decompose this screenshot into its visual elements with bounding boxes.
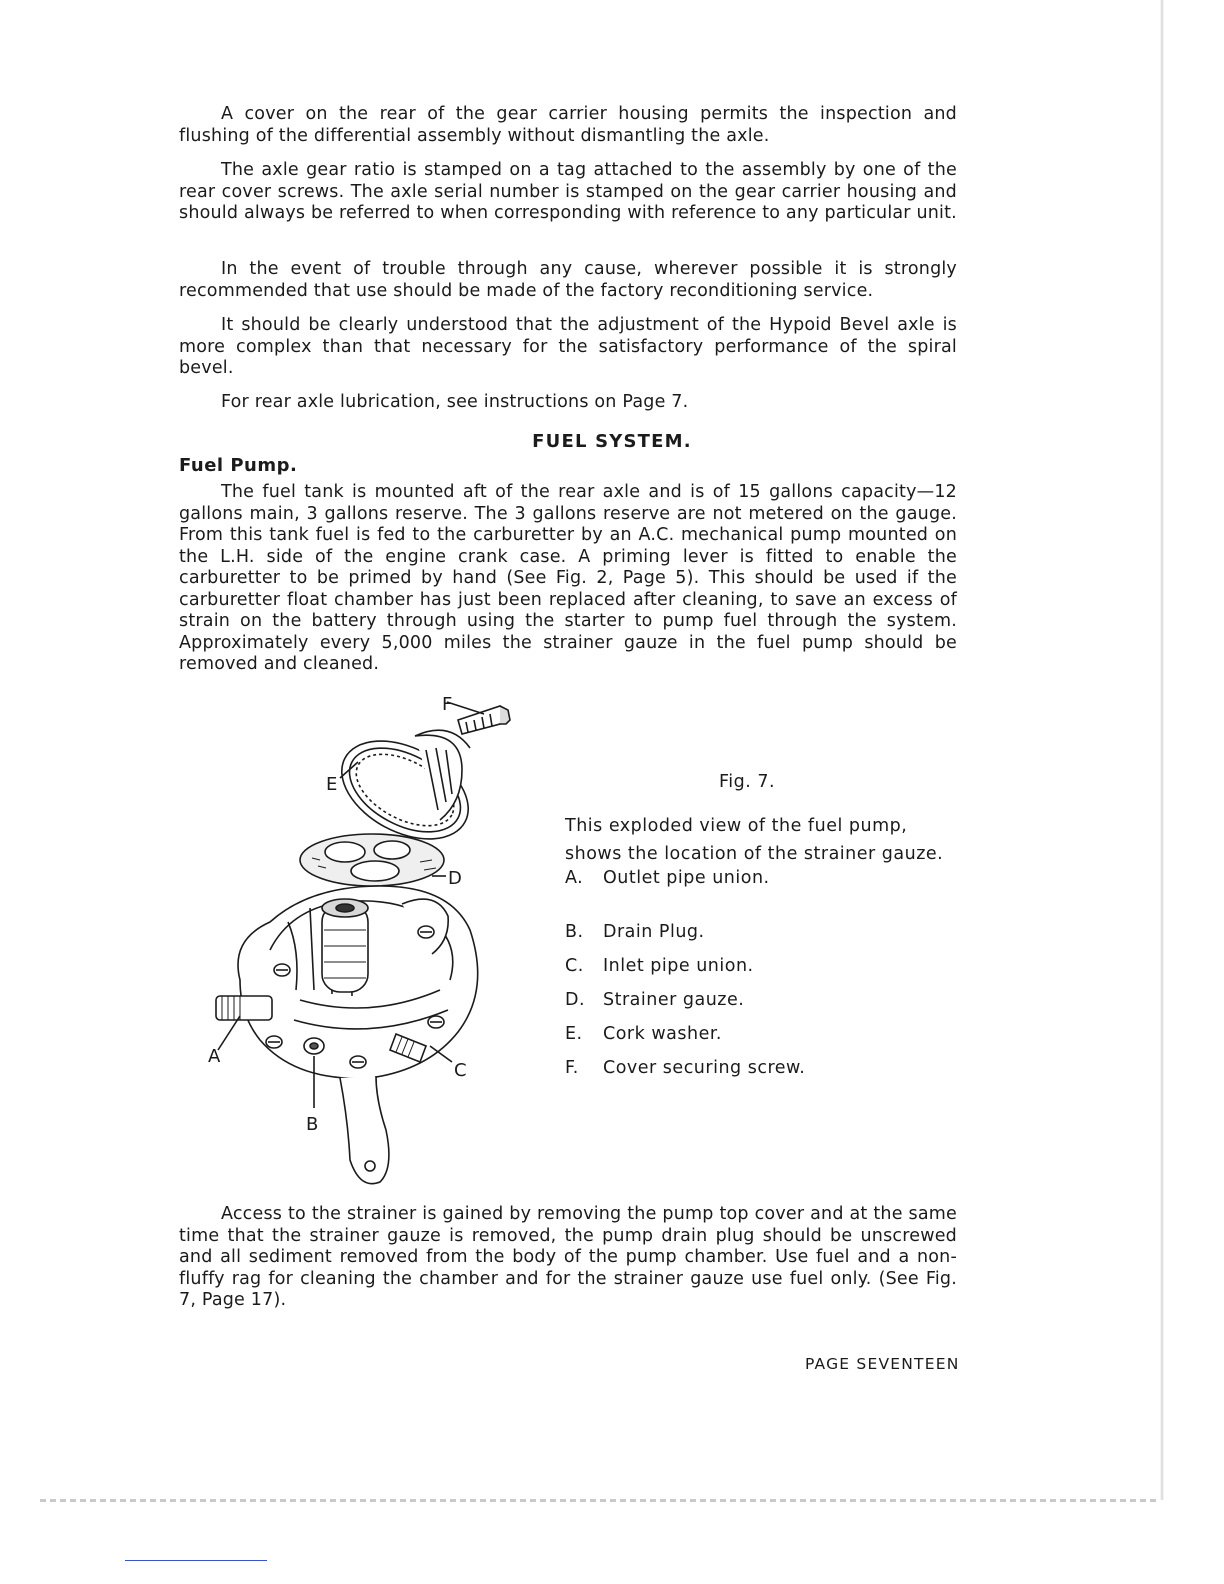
legend-item-e	[565, 1024, 722, 1044]
legend-text: Outlet pipe union.	[603, 868, 770, 888]
legend-text: Cork washer.	[603, 1024, 722, 1044]
paragraph-reconditioning: In the event of trouble through any cause, wherever possible it is strongly recommended that use should be made of the factory reconditioning service.	[179, 259, 957, 301]
legend-letter: F.	[565, 1058, 579, 1078]
section-heading: FUEL SYSTEM.	[532, 431, 692, 452]
legend-text: Cover securing screw.	[603, 1058, 806, 1078]
paragraph-lubrication: For rear axle lubrication, see instructions on Page 7.	[221, 392, 689, 412]
link-underline	[125, 1560, 267, 1561]
paragraph-differential-cover: A cover on the rear of the gear carrier housing permits the inspection and flushing of the differential assembly without dismantling the axle.	[179, 104, 957, 146]
fuel-pump-exploded-drawing	[200, 690, 530, 1200]
legend-text: Inlet pipe union.	[603, 956, 754, 976]
drain-plug-drawing	[304, 1038, 324, 1054]
legend-letter: B.	[565, 922, 584, 942]
strainer-gauze-drawing	[300, 834, 444, 886]
page-number-label: PAGE SEVENTEEN	[805, 1355, 960, 1373]
pump-body-drawing	[238, 886, 478, 1078]
paragraph-gear-ratio: The axle gear ratio is stamped on a tag attached to the assembly by one of the rear cover screws. The axle serial number is stamped on the gear carrier housing and should always be referred to when corresponding with reference to any particular unit.	[179, 160, 957, 223]
scan-bottom-edge	[40, 1499, 1160, 1502]
figure-caption: Fig. 7.	[719, 772, 776, 792]
paragraph-hypoid-bevel: It should be clearly understood that the adjustment of the Hypoid Bevel axle is more complex than that necessary for the satisfactory performance of the spiral bevel.	[179, 315, 957, 378]
leader-line-f	[447, 702, 484, 714]
scan-right-edge	[1160, 0, 1164, 1500]
figure-description: This exploded view of the fuel pump, shows the location of the strainer gauze.	[565, 816, 944, 864]
callout-c: C	[454, 1060, 467, 1081]
callout-a: A	[208, 1046, 221, 1067]
paragraph-strainer-access: Access to the strainer is gained by removing the pump top cover and at the same time that the strainer gauze is removed, the pump drain plug should be unscrewed and all sediment removed from the body of the pump chamber. Use fuel and a non-fluffy rag for cleaning the chamber and for the strainer gauze use fuel only. (See Fig. 7, Page 17).	[179, 1204, 957, 1310]
legend-item-a	[565, 868, 770, 888]
cover-screw-drawing	[458, 706, 510, 734]
legend-letter: E.	[565, 1024, 583, 1044]
legend-item-f	[565, 1058, 805, 1078]
callout-d: D	[448, 868, 462, 889]
callout-b: B	[306, 1114, 319, 1135]
legend-text: Drain Plug.	[603, 922, 705, 942]
subheading-fuel-pump: Fuel Pump.	[179, 455, 298, 476]
paragraph-fuel-tank: The fuel tank is mounted aft of the rear axle and is of 15 gallons capacity—12 gallons main, 3 gallons reserve. The 3 gallons reserve are not metered on the gauge. From this tank fuel is fed to the carburetter by an A.C. mechanical pump mounted on the L.H. side of the engine crank case. A priming lever is fitted to enable the carburetter to be primed by hand (See Fig. 2, Page 5). This should be used if the carburetter float chamber has just been replaced after cleaning, to save an excess of strain on the battery through using the starter to pump fuel through the system. Approximately every 5,000 miles the strainer gauze in the fuel pump should be removed and cleaned.	[179, 482, 957, 674]
priming-lever-drawing	[340, 1076, 389, 1184]
leader-line-a	[218, 1016, 240, 1050]
legend-item-b	[565, 922, 705, 942]
legend-item-c	[565, 956, 754, 976]
callout-f: F	[442, 694, 453, 715]
legend-item-d	[565, 990, 744, 1010]
legend-letter: C.	[565, 956, 584, 976]
callout-e: E	[326, 774, 338, 795]
legend-letter: D.	[565, 990, 586, 1010]
outlet-union-drawing	[216, 996, 272, 1020]
legend-text: Strainer gauze.	[603, 990, 745, 1010]
legend-letter: A.	[565, 868, 584, 888]
